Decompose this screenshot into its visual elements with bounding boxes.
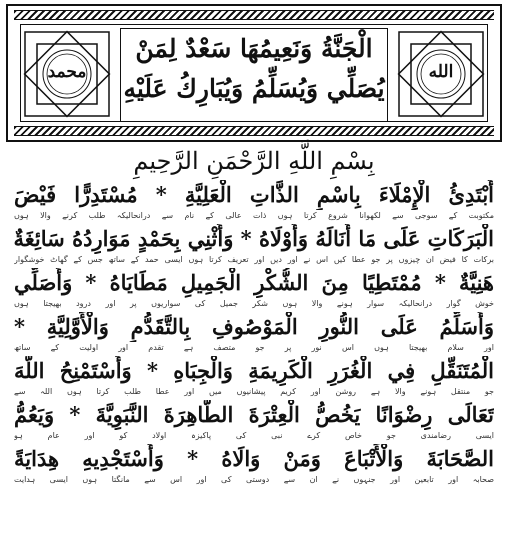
arabic-line: أَبْتَدِئُ الْإِمْلَاءَ بِاسْمِ الذَّاتِ الْعَلِيَّةِ * مُسْتَدِرًّا فَيْضَ	[14, 182, 494, 207]
header-line-2: يُصَلِّي وَيُسَلِّمُ وَيُبَارِكُ عَلَيْهِ	[123, 74, 385, 103]
urdu-gloss: ایسی رضامندی جو خاص کرے نبی کی پاکیزہ اولاد کو اور عام ہو	[14, 431, 494, 440]
medallion-allah-text: الله	[428, 62, 454, 82]
urdu-gloss: جو منتقل ہونے والا ہے روشن اور کریم پیشانیوں میں اور عطا طلب کرتا ہوں اللہ سے	[14, 387, 494, 396]
text-line	[14, 224, 494, 268]
text-line	[14, 400, 494, 444]
medallion-muhammad	[22, 28, 112, 120]
arabic-line: الصَّحَابَةَ وَالْأَتْبَاعَ وَمَنْ وَالَاهُ * وَأَسْتَجْدِيهِ هِدَايَةً	[14, 446, 494, 471]
ornamental-header	[6, 4, 502, 142]
arabic-line: الْمُتَنَقِّلِ فِي الْغُرَرِ الْكَرِيمَةِ وَالْجِبَاهِ * وَأَسْتَمْنِحُ اللَّهَ	[14, 358, 494, 383]
rope-border-top	[14, 10, 494, 20]
rope-border-bottom	[14, 126, 494, 136]
text-line	[14, 444, 494, 488]
urdu-gloss: برکات کا فیض ان چیزوں پر جو عطا کیں اس نے اور دیں اور تعریف کرتا ہوں ایسی حمد کے ساتھ جس کے گھاٹ خوشگوار	[14, 255, 494, 264]
arabic-line: تَعَالَى رِضْوَانًا يَخُصُّ الْعِتْرَةَ الطَّاهِرَةَ النَّبَوِيَّةَ * وَيَعُمُّ	[14, 402, 494, 427]
medallion-allah	[396, 28, 486, 120]
text-line	[14, 180, 494, 224]
basmala: بِسْمِ اللَّهِ الرَّحْمَنِ الرَّحِيمِ	[133, 147, 375, 175]
arabic-line: هَنِيَّةٌ * مُمْتَطِيًا مِنَ الشُّكْرِ الْجَمِيلِ مَطَايَاهُ * وَأُصَلِّي	[14, 270, 494, 295]
medallion-muhammad-text: محمد	[47, 62, 87, 82]
urdu-gloss: صحابہ اور تابعین اور جنہوں نے ان سے دوستی کی اور اس سے مانگتا ہوں ایسی ہدایت	[14, 475, 494, 484]
urdu-gloss: خوش گوار درانحالیکہ سوار ہونے والا ہوں شکر جمیل کی سواریوں پر اور درود بھیجتا ہوں	[14, 299, 494, 308]
text-line	[14, 268, 494, 312]
urdu-gloss: مکتوبت کے سوجی سے لکھوانا شروع کرتا ہوں ذات عالی کے نام سے درانحالیکہ طلب کرنے والا ہوں	[14, 211, 494, 220]
header-cartouche	[120, 28, 388, 122]
text-line	[14, 356, 494, 400]
arabic-line: الْبَرَكَاتِ عَلَى مَا أَنَالَهُ وَأَوْلَاهُ * وَأُثْنِي بِحَمْدٍ مَوَارِدُهُ سَائِغَةٌ	[14, 226, 494, 251]
header-line-1: الْجَنَّةُ وَنَعِيمُهَا سَعْدٌ لِمَنْ	[135, 34, 373, 63]
arabic-line: وَأُسَلِّمُ عَلَى النُّورِ الْمَوْصُوفِ بِالتَّقَدُّمِ وَالْأَوَّلِيَّةِ *	[14, 314, 494, 339]
urdu-gloss: اور سلام بھیجتا ہوں اس نور پر جو متصف ہے تقدم اور اولیت کے ساتھ	[14, 343, 494, 352]
text-line	[14, 312, 494, 356]
body-text	[14, 180, 494, 488]
